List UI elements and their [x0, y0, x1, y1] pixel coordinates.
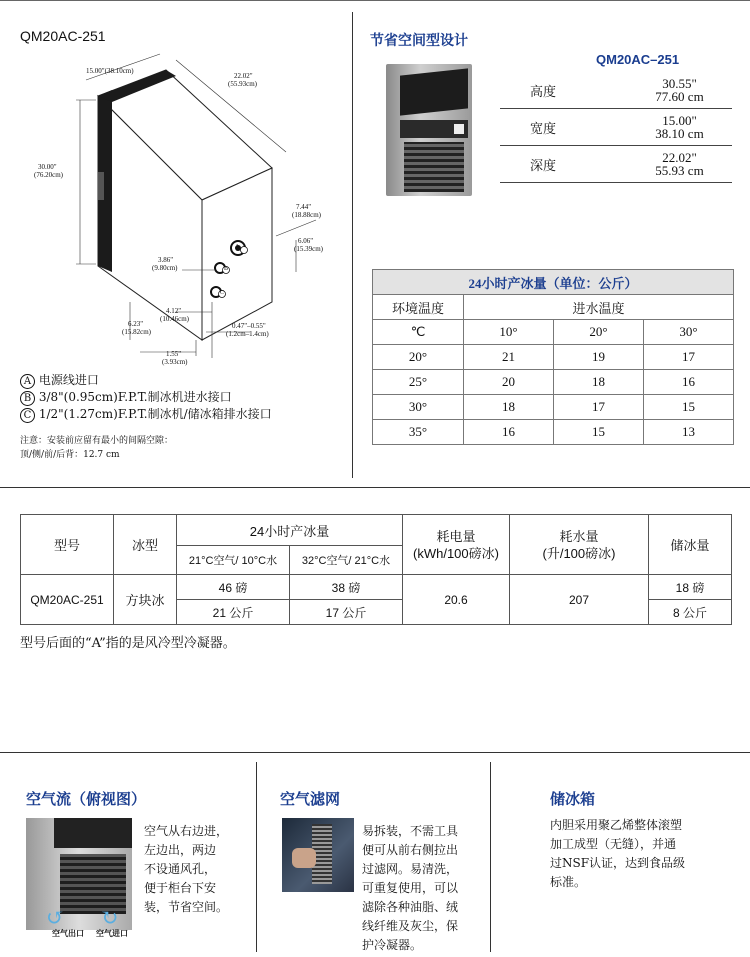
filter-line: 便可从前右侧拉出: [362, 843, 459, 857]
airflow-title: 空气流（俯视图）: [26, 791, 147, 808]
arrow-in-icon: ↻: [100, 906, 119, 931]
divider-horizontal-1: [0, 487, 750, 488]
dim-row-width: [500, 109, 732, 146]
water-temp-cell: 10°: [464, 320, 554, 345]
bin-title: 储冰箱: [550, 791, 596, 808]
yield-cell: 19: [553, 345, 643, 370]
airflow-line: 不设通风孔，: [144, 862, 217, 876]
arrow-out-icon: ↺: [46, 906, 65, 931]
unit-cell: ℃: [373, 320, 464, 345]
dim-412-in: 4.12": [166, 307, 182, 315]
env-temp-cell: 25°: [373, 370, 464, 395]
yield-title-row: [373, 270, 734, 295]
water-temp-cell: 30°: [643, 320, 733, 345]
header-water: [510, 515, 649, 575]
env-temp-cell: 35°: [373, 420, 464, 445]
connector-a-label: A: [235, 244, 240, 250]
dim-row-label: 深度: [530, 157, 557, 173]
dim-row-values: [627, 72, 732, 109]
bin-line: 过NSF认证，达到食品级: [550, 856, 686, 870]
cell-power: 20.6: [403, 575, 510, 625]
connector-b-label: B: [224, 266, 229, 272]
yield-cell: 15: [553, 420, 643, 445]
ice-machine-image: [386, 64, 472, 196]
space-design-model: QM20AC–251: [596, 52, 680, 67]
env-temp-cell: 20°: [373, 345, 464, 370]
yield-cell: 18: [464, 395, 554, 420]
divider-horizontal-2: [0, 752, 750, 753]
filter-image: [282, 818, 354, 892]
ice-yield-table: [372, 269, 734, 445]
legend-item-b: [20, 389, 272, 406]
header-type: 冰型: [114, 515, 177, 575]
air-out-label: 空气出口: [52, 929, 84, 938]
airflow-line: 左边出，两边: [144, 843, 217, 857]
cell-prod-b-lb: 38 磅: [290, 575, 403, 600]
dim-623-in: 6.23": [128, 320, 144, 328]
yield-cell: 17: [553, 395, 643, 420]
bin-line: 加工成型（无缝），并通: [550, 837, 677, 851]
dim-623-cm: (15.82cm): [122, 328, 151, 336]
legend-letter-a: A: [20, 374, 35, 389]
col-env-temp: 环境温度: [373, 295, 464, 320]
dim-value-in: 15.00": [662, 113, 697, 128]
airflow-line: 空气从右边进，: [144, 824, 229, 838]
filter-title: 空气滤网: [280, 791, 341, 808]
spec-table: [20, 514, 732, 625]
legend-item-c: [20, 406, 272, 423]
header-water-line-1: 耗水量: [559, 528, 599, 544]
bin-line: 内胆采用聚乙烯整体滚塑: [550, 818, 683, 832]
dim-height-in: 30.00": [38, 163, 57, 171]
airflow-line: 装，节省空间。: [144, 900, 229, 914]
yield-cell: 13: [643, 420, 733, 445]
dim-155-cm: (3.93cm): [162, 358, 188, 366]
dim-412-cm: (10.46cm): [160, 315, 189, 323]
legend-letter-b: B: [20, 391, 35, 406]
yield-row: [373, 370, 734, 395]
filter-line: 滤除各种油脂、绒: [362, 900, 459, 914]
spec-note: 型号后面的“A”指的是风冷型冷凝器。: [20, 636, 236, 651]
cell-prod-a-kg: 21 公斤: [177, 600, 290, 625]
yield-cell: 18: [553, 370, 643, 395]
diagram-model-title: QM20AC-251: [20, 28, 106, 44]
airflow-image: [26, 818, 132, 930]
note-line-2: 顶/侧/前/后背：12.7 cm: [20, 450, 120, 460]
yield-subheader-row: [373, 320, 734, 345]
header-power: [403, 515, 510, 575]
legend-text-b: 3/8"(0.95cm)F.P.T.制冰机进水接口: [38, 390, 232, 404]
dim-047-cm: (1.2cm–1.4cm): [226, 330, 269, 338]
bin-line: 标准。: [550, 875, 587, 889]
yield-row: [373, 420, 734, 445]
dim-row-values: [627, 146, 732, 183]
filter-line: 线纤维及灰尘，保: [362, 919, 459, 933]
dim-744-cm: (18.88cm): [292, 211, 321, 219]
dim-row-values: [627, 109, 732, 146]
dim-386-cm: (9.80cm): [152, 264, 178, 272]
airflow-line: 便于柜台下安: [144, 881, 217, 895]
dimensions-table: [500, 72, 732, 183]
filter-line: 护冷凝器。: [362, 938, 423, 952]
yield-row: [373, 345, 734, 370]
col-water-temp: 进水温度: [464, 295, 734, 320]
divider-feature-2: [490, 762, 491, 952]
dim-depth-cm: (55.93cm): [228, 80, 257, 88]
yield-cell: 20: [464, 370, 554, 395]
note-line-1: 注意：安装前应留有最小的间隔空隙：: [20, 436, 174, 446]
dim-value-in: 22.02": [662, 150, 697, 165]
space-design-title: 节省空间型设计: [370, 33, 468, 49]
dim-row-depth: [500, 146, 732, 183]
header-power-line-1: 耗电量: [436, 528, 476, 544]
cell-prod-b-kg: 17 公斤: [290, 600, 403, 625]
yield-cell: 21: [464, 345, 554, 370]
yield-table-title: 24小时产冰量（单位：公斤）: [373, 270, 734, 295]
cell-storage-lb: 18 磅: [649, 575, 732, 600]
spec-data-row-1: [21, 575, 732, 600]
yield-cell: 16: [464, 420, 554, 445]
connector-c-label: C: [220, 290, 225, 296]
water-temp-cell: 20°: [553, 320, 643, 345]
dim-744-in: 7.44": [296, 203, 312, 211]
yield-row: [373, 395, 734, 420]
yield-cell: 16: [643, 370, 733, 395]
header-water-line-2: (升/100磅冰): [542, 545, 616, 561]
dim-606-in: 6.06": [298, 237, 314, 245]
diagram-legend: [20, 372, 272, 423]
airflow-text: [144, 822, 228, 917]
header-power-line-2: (kWh/100磅冰): [413, 545, 499, 561]
divider-vertical-top: [352, 12, 353, 478]
cell-type: 方块冰: [114, 575, 177, 625]
legend-text-a: 电源线进口: [38, 373, 99, 387]
dim-606-cm: (15.39cm): [294, 245, 323, 253]
legend-item-a: [20, 372, 272, 389]
header-prod-condition-b: 32°C空气/ 21°C水: [290, 546, 403, 575]
spec-header-row-1: [21, 515, 732, 546]
filter-text: [362, 822, 458, 955]
legend-letter-c: C: [20, 408, 35, 423]
dim-depth-in: 22.02": [234, 72, 253, 80]
dim-386-in: 3.86": [158, 256, 174, 264]
yield-header-row: [373, 295, 734, 320]
cell-prod-a-lb: 46 磅: [177, 575, 290, 600]
divider-feature-1: [256, 762, 257, 952]
dim-row-label: 高度: [530, 83, 557, 99]
header-prod-condition-a: 21°C空气/ 10°C水: [177, 546, 290, 575]
header-production: 24小时产冰量: [177, 515, 403, 546]
header-model: 型号: [21, 515, 114, 575]
filter-line: 过滤网。易清洗，: [362, 862, 459, 876]
installation-note: [20, 434, 173, 462]
dim-047-in: 0.47"–0.55": [232, 322, 266, 330]
yield-cell: 15: [643, 395, 733, 420]
dim-155-in: 1.55": [166, 350, 182, 358]
dim-row-label: 宽度: [530, 120, 557, 136]
header-storage: 储冰量: [649, 515, 732, 575]
yield-cell: 17: [643, 345, 733, 370]
dim-value-cm: 77.60 cm: [655, 89, 704, 104]
dim-value-in: 30.55": [662, 76, 697, 91]
dim-value-cm: 38.10 cm: [655, 126, 704, 141]
cell-storage-kg: 8 公斤: [649, 600, 732, 625]
dim-height-cm: (76.20cm): [34, 171, 63, 179]
env-temp-cell: 30°: [373, 395, 464, 420]
legend-text-c: 1/2"(1.27cm)F.P.T.制冰机/储冰箱排水接口: [38, 407, 272, 421]
dim-value-cm: 55.93 cm: [655, 163, 704, 178]
cell-water: 207: [510, 575, 649, 625]
filter-line: 可重复使用，可以: [362, 881, 459, 895]
filter-line: 易拆装，不需工具: [362, 824, 459, 838]
top-border: [0, 0, 750, 1]
dim-width: 15.00"(38.10cm): [86, 67, 134, 75]
bin-text: [550, 816, 685, 892]
air-in-label: 空气进口: [96, 929, 128, 938]
dim-row-height: [500, 72, 732, 109]
cell-model: QM20AC-251: [21, 575, 114, 625]
